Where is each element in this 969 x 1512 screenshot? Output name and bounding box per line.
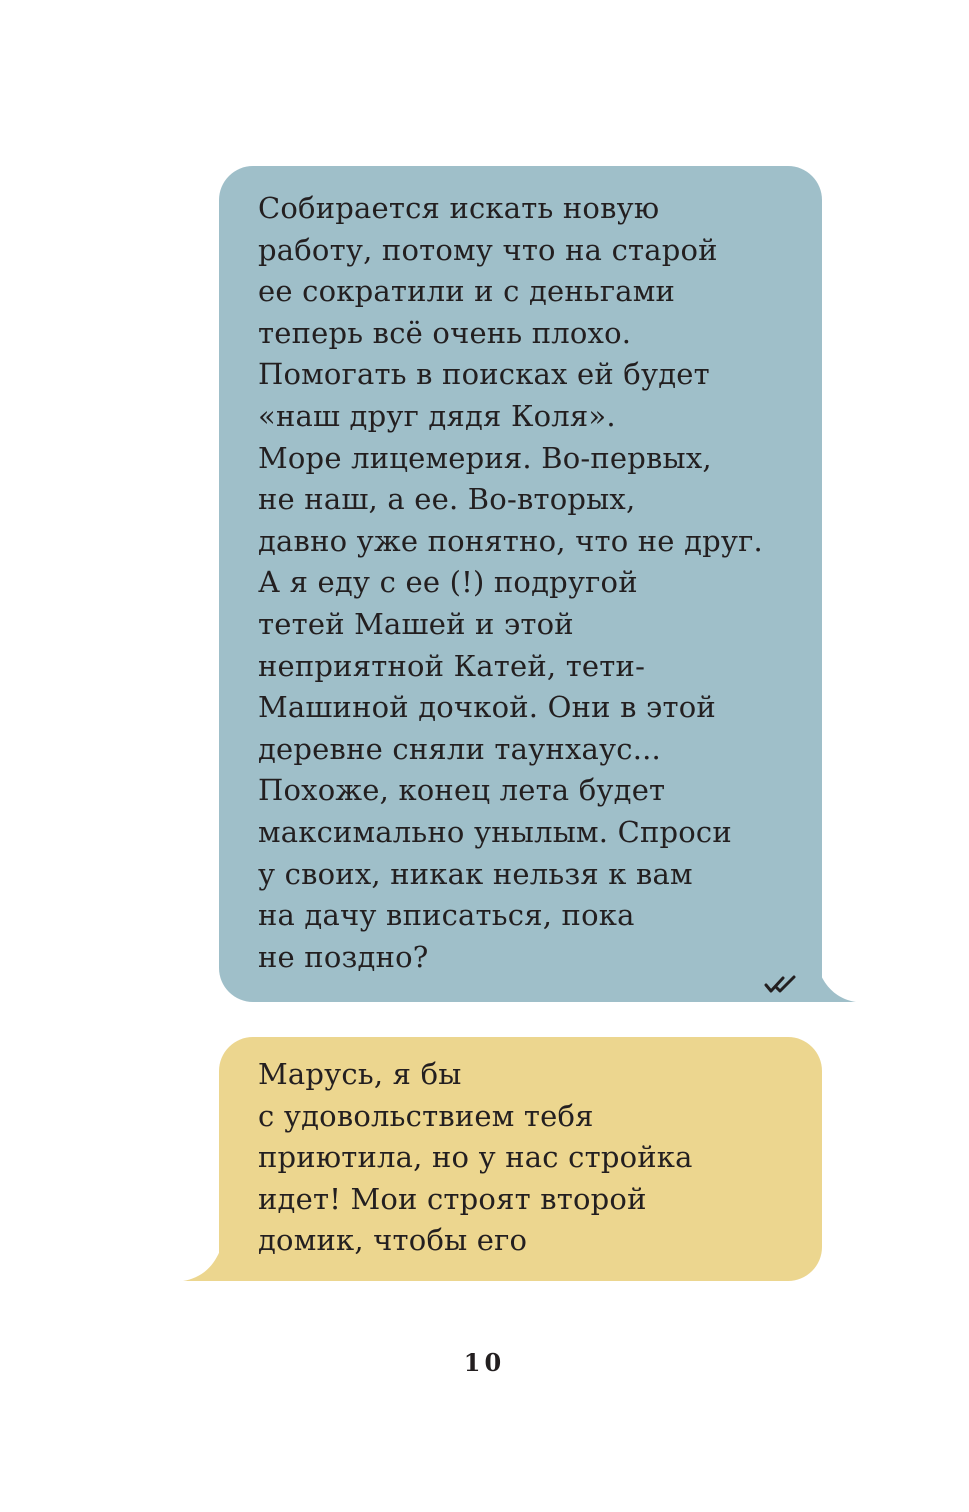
double-check-icon	[764, 974, 800, 994]
message-line: ее сократили и с деньгами	[258, 274, 676, 309]
message-line: Помогать в поисках ей будет	[258, 357, 710, 392]
message-bubble-incoming	[219, 1037, 822, 1281]
message-line: с удовольствием тебя	[258, 1098, 594, 1133]
message-line: Море лицемерия. Во-первых,	[258, 440, 712, 475]
message-line: «наш друг дядя Коля».	[258, 398, 616, 433]
message-line: не поздно?	[258, 939, 429, 974]
message-line: деревне сняли таунхаус...	[258, 731, 661, 766]
message-text	[258, 188, 802, 978]
message-line: домик, чтобы его	[258, 1223, 528, 1258]
message-line: максимально унылым. Спроси	[258, 814, 732, 849]
message-line: теперь всё очень плохо.	[258, 315, 632, 350]
message-line: Машиной дочкой. Они в этой	[258, 690, 716, 725]
message-bubble-outgoing	[219, 166, 822, 1002]
message-line: Собирается искать новую	[258, 191, 660, 225]
message-line: давно уже понятно, что не друг.	[258, 523, 763, 558]
message-line: тетей Машей и этой	[258, 606, 574, 641]
message-line: Похоже, конец лета будет	[258, 773, 666, 808]
message-line: идет! Мои строят второй	[258, 1181, 647, 1216]
page-number: 10	[463, 1348, 506, 1377]
message-text	[258, 1054, 802, 1262]
message-line: приютила, но у нас стройка	[258, 1140, 693, 1175]
message-line: на дачу вписаться, пока	[258, 898, 635, 933]
message-line: А я еду с ее (!) подругой	[258, 565, 638, 600]
message-line: не наш, а ее. Во-вторых,	[258, 482, 636, 517]
message-line: неприятной Катей, тети-	[258, 648, 646, 683]
message-line: Марусь, я бы	[258, 1057, 462, 1091]
message-line: работу, потому что на старой	[258, 232, 718, 267]
message-line: у своих, никак нельзя к вам	[258, 856, 693, 891]
